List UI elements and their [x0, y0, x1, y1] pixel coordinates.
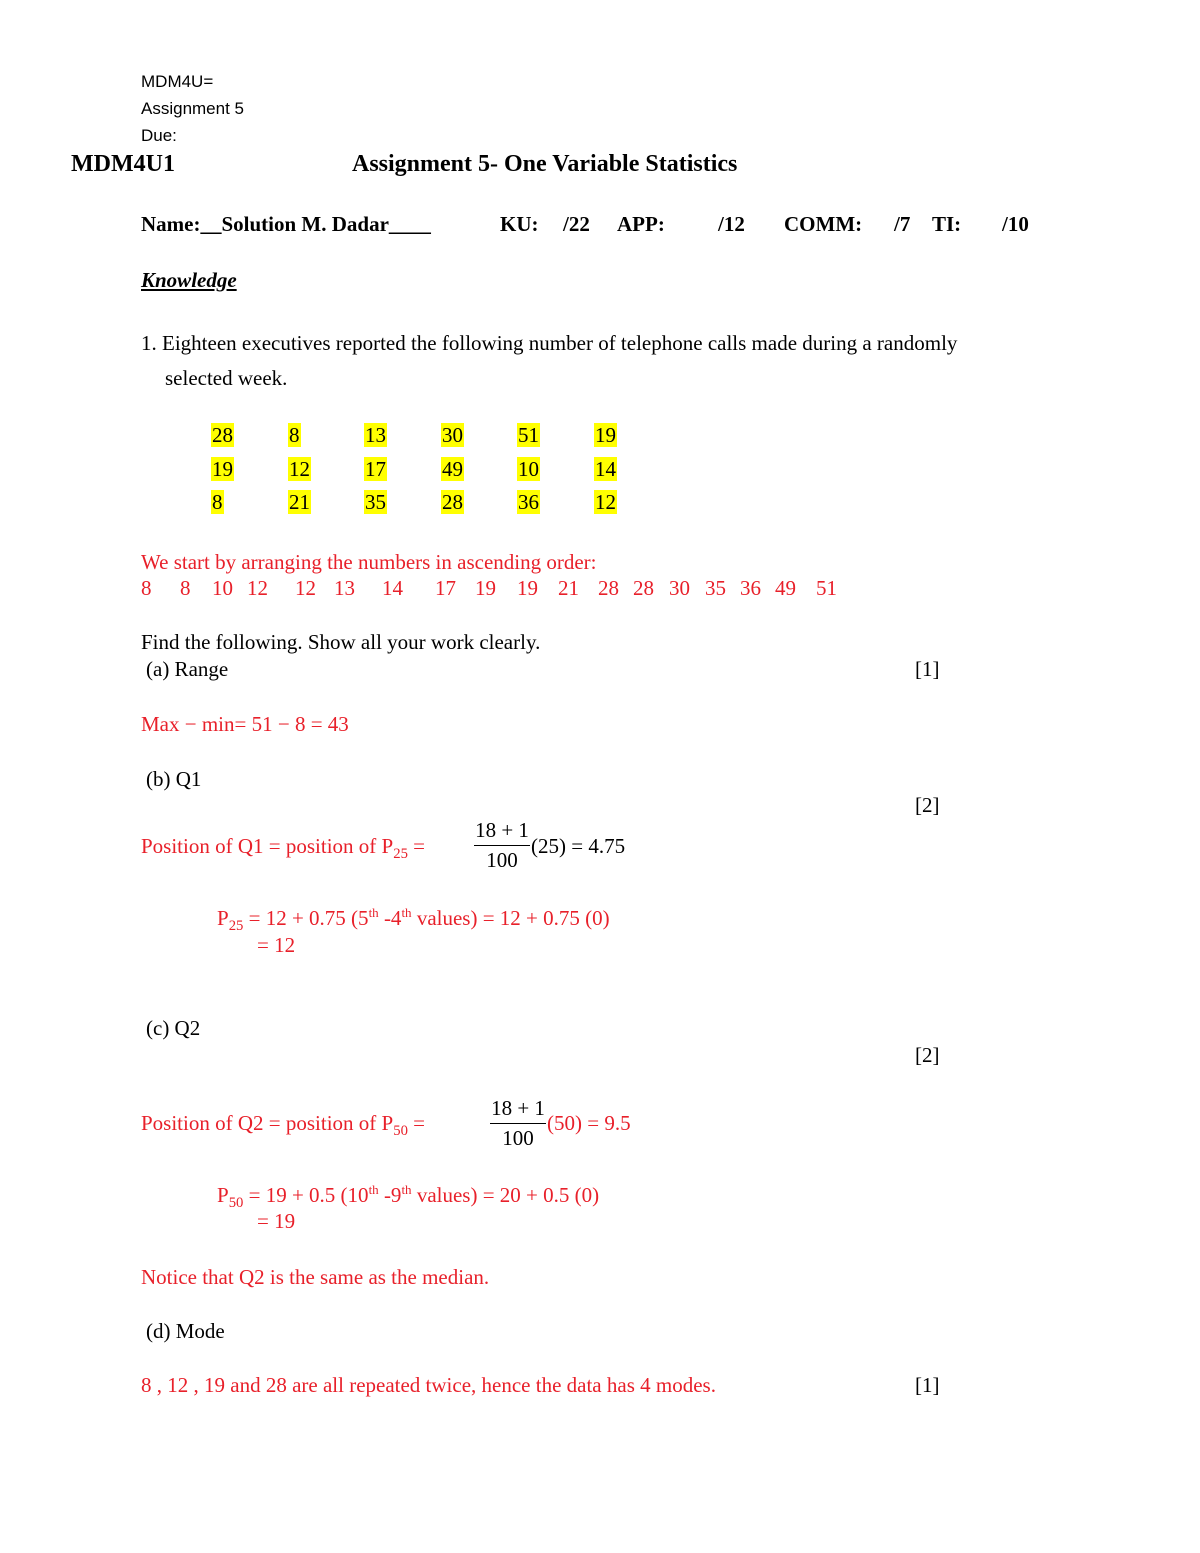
- sorted-value: 36: [740, 576, 761, 600]
- name-line: [141, 212, 431, 237]
- sorted-value: 10: [212, 576, 233, 600]
- sorted-intro: We start by arranging the numbers in ascending order:: [141, 550, 597, 574]
- fraction-numerator: 18 + 1: [491, 1096, 545, 1120]
- table-cell: 14: [595, 457, 616, 481]
- sorted-value: 14: [382, 576, 403, 600]
- part-c-position-result: (50) = 9.5: [547, 1111, 631, 1135]
- table-cell: 19: [595, 423, 616, 447]
- sorted-value: 8: [141, 576, 152, 600]
- instruction: Find the following. Show all your work clearly.: [141, 630, 541, 654]
- section-heading: Knowledge: [141, 268, 237, 292]
- part-c-fraction: [490, 1096, 546, 1151]
- table-cell: 17: [365, 457, 386, 481]
- part-b-position: Position of Q1 = position of $P_{25}$ =: [141, 834, 425, 862]
- part-b-position-result: (25) = 4.75: [531, 834, 626, 858]
- app-label: APP:: [617, 212, 665, 236]
- part-d-answer: 8 , 12 , 19 and 28 are all repeated twice, hence the data has 4 modes.: [141, 1373, 716, 1397]
- sorted-value: 51: [816, 576, 837, 600]
- sorted-value: 28: [598, 576, 619, 600]
- table-cell: 49: [442, 457, 463, 481]
- part-d-marks: [1]: [915, 1373, 940, 1397]
- table-cell: 35: [365, 490, 386, 514]
- sorted-value: 30: [669, 576, 690, 600]
- header-due: Due:: [141, 126, 177, 145]
- table-cell: 8: [212, 490, 223, 514]
- fraction-numerator: 18 + 1: [475, 818, 529, 842]
- comm-score: /7: [894, 212, 911, 236]
- part-c-note: Notice that Q2 is the same as the median.: [141, 1265, 490, 1289]
- sorted-value: 49: [775, 576, 796, 600]
- table-cell: 36: [518, 490, 539, 514]
- table-cell: 8: [289, 423, 300, 447]
- part-b-fraction: [474, 818, 530, 873]
- ti-label: TI:: [932, 212, 962, 236]
- part-b-calc-1: $P_{25} = 12 + 0.75$ (5th -4th values) = 12 + 0.75 (0): [217, 905, 610, 934]
- fraction-denominator: 100: [486, 848, 518, 872]
- name-value: __Solution M. Dadar____: [200, 212, 431, 236]
- comm-label: COMM:: [784, 212, 863, 236]
- part-b-calc-2: = 12: [257, 933, 296, 957]
- part-c-label: (c) Q2: [146, 1016, 201, 1040]
- part-b-marks: [2]: [915, 793, 940, 817]
- sorted-value: 12: [247, 576, 268, 600]
- sorted-value: 19: [475, 576, 496, 600]
- table-cell: 12: [289, 457, 310, 481]
- part-d-label: (d) Mode: [146, 1319, 225, 1343]
- table-cell: 30: [442, 423, 463, 447]
- assignment-title: Assignment 5- One Variable Statistics: [352, 151, 738, 177]
- part-c-calc-1: $P_{50} = 19 + 0.5$ (10th -9th values) = 20 + 0.5 (0): [217, 1182, 600, 1211]
- sorted-value: 19: [517, 576, 538, 600]
- header-assignment: Assignment 5: [141, 99, 244, 118]
- name-label: Name:: [141, 212, 201, 236]
- sorted-value: 35: [705, 576, 726, 600]
- table-cell: 21: [289, 490, 310, 514]
- part-c-marks: [2]: [915, 1043, 940, 1067]
- sorted-value: 12: [295, 576, 316, 600]
- header-course-code: MDM4U=: [141, 72, 214, 91]
- question-line-1: 1. Eighteen executives reported the following number of telephone calls made during a randomly: [141, 331, 958, 355]
- course-title: MDM4U1: [71, 151, 175, 177]
- sorted-value: 13: [334, 576, 355, 600]
- table-cell: 28: [212, 423, 233, 447]
- part-c-position: Position of Q2 = position of $P_{50}$ =: [141, 1111, 425, 1139]
- ti-score: /10: [1002, 212, 1029, 236]
- sorted-value: 17: [435, 576, 456, 600]
- fraction-bar: [474, 845, 530, 846]
- question-line-2: selected week.: [165, 366, 288, 390]
- part-a-answer: Max − min= 51 − 8 = 43: [141, 712, 349, 736]
- part-a-label: (a) Range: [146, 657, 229, 681]
- part-b-label: (b) Q1: [146, 767, 202, 791]
- fraction-denominator: 100: [502, 1126, 534, 1150]
- table-cell: 12: [595, 490, 616, 514]
- fraction-bar: [490, 1123, 546, 1124]
- ku-score: /22: [563, 212, 590, 236]
- table-cell: 51: [518, 423, 539, 447]
- sorted-value: 28: [633, 576, 654, 600]
- table-cell: 13: [365, 423, 386, 447]
- sorted-value: 8: [180, 576, 191, 600]
- table-cell: 28: [442, 490, 463, 514]
- table-cell: 10: [518, 457, 539, 481]
- part-c-calc-2: = 19: [257, 1209, 296, 1233]
- table-cell: 19: [212, 457, 233, 481]
- part-a-marks: [1]: [915, 657, 940, 681]
- app-score: /12: [718, 212, 745, 236]
- ku-label: KU:: [500, 212, 539, 236]
- sorted-value: 21: [558, 576, 579, 600]
